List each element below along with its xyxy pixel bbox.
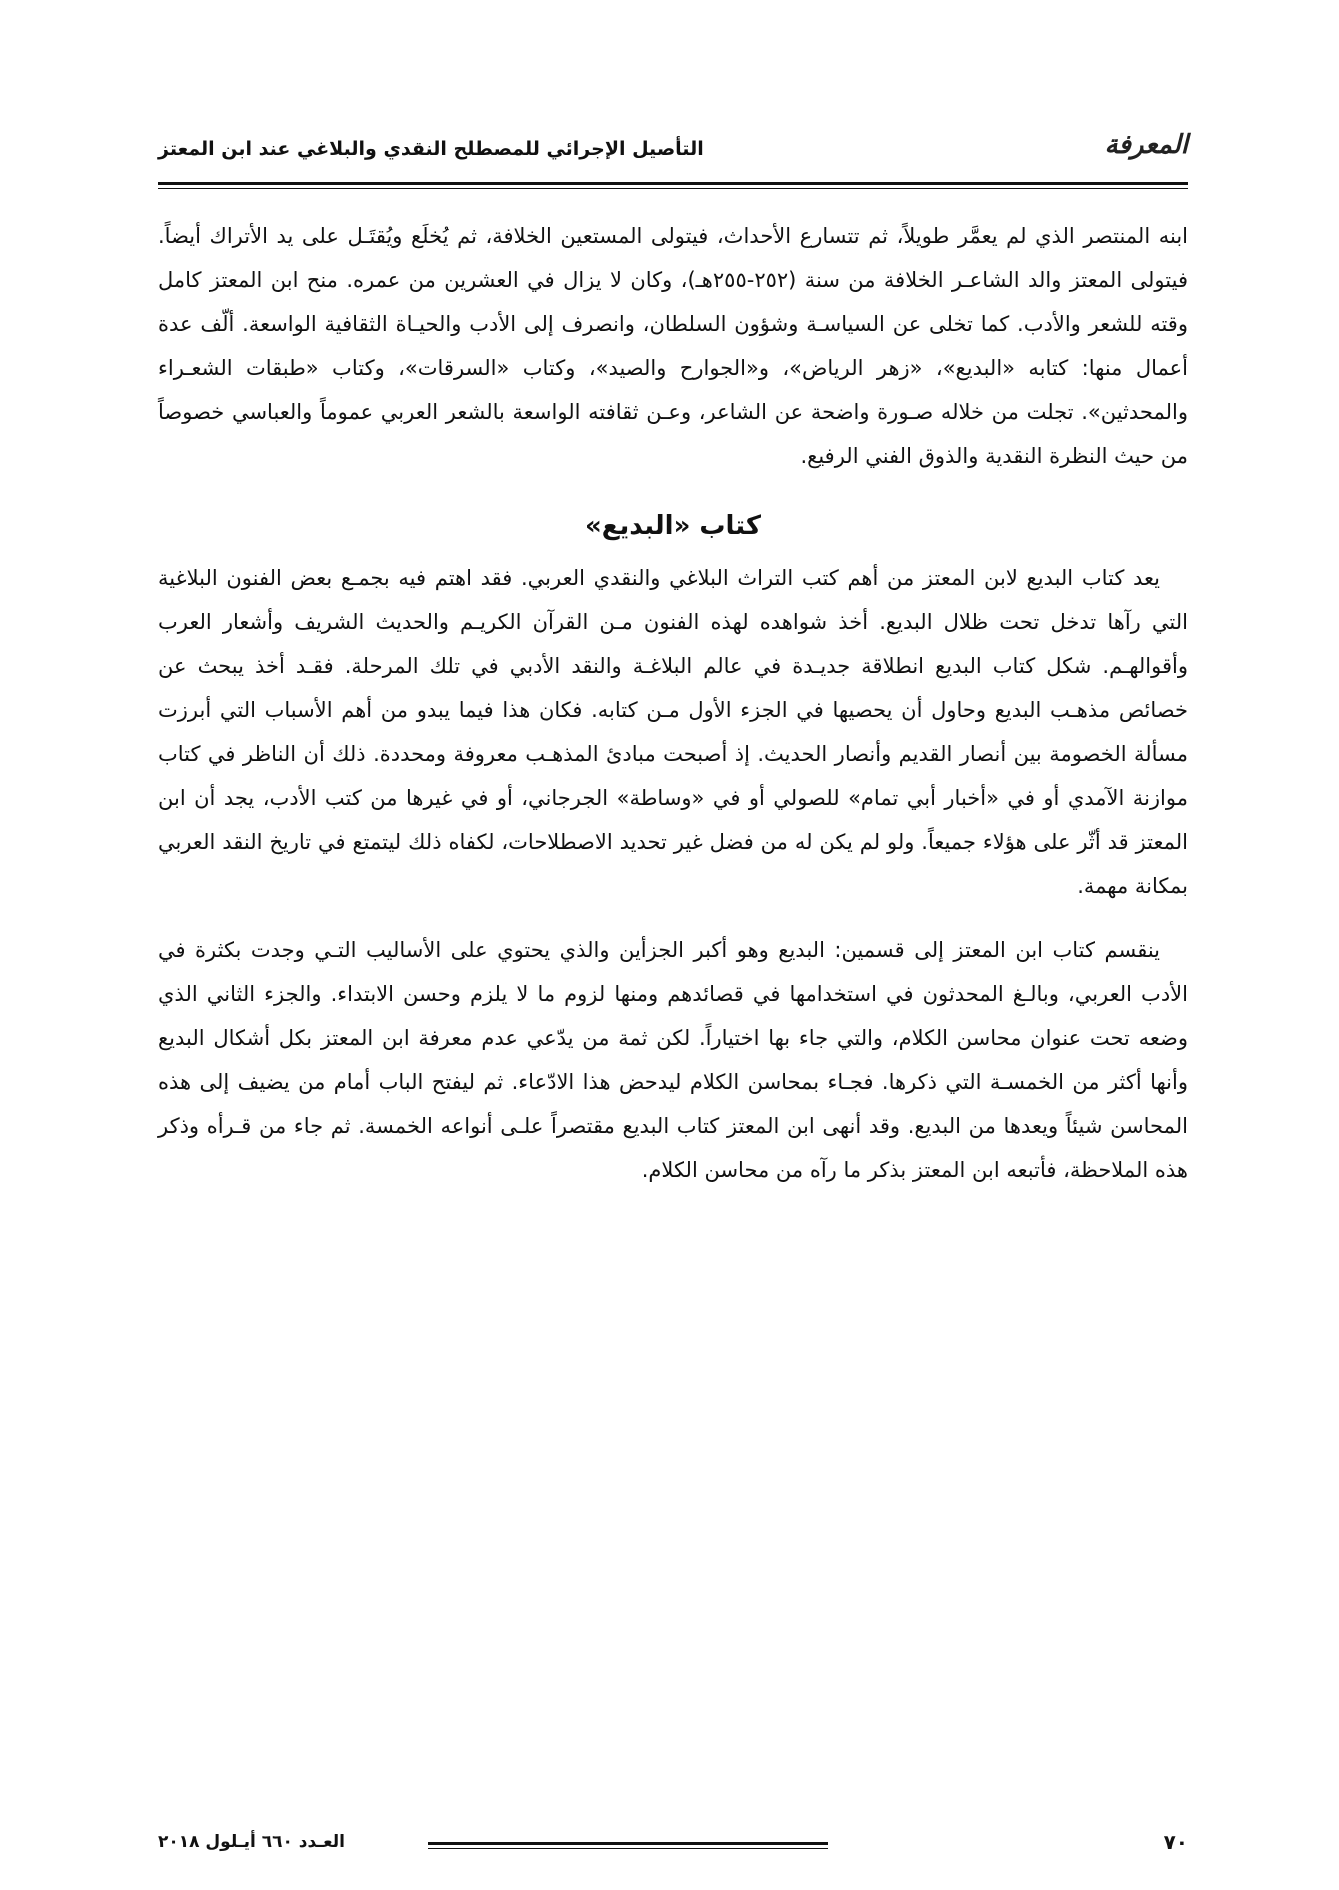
paragraph-intro: ابنه المنتصر الذي لم يعمَّر طويلاً، ثم تتسارع الأحداث، فيتولى المستعين الخلافة، ثم يُخلَع ويُقتَـل على يد الأتراك أيضاً. فيتولى المعتز والد الشاعـر الخلافة من سنة (٢٥٢-٢٥٥هـ)، وكان لا يزال في العشرين من عمره. منح ابن المعتز كامل وقته للشعر والأدب. كما تخلى عن السياسـة وشؤون السلطان، وانصرف إلى الأدب والحيـاة الثقافية الواسعة. ألّف عدة أعمال منها: كتابه «البديع»، «زهر الرياض»، و«الجوارح والصيد»، وكتاب «السرقات»، وكتاب «طبقات الشعـراء والمحدثين». تجلت من خلاله صـورة واضحة عن الشاعر، وعـن ثقافته الواسعة بالشعر العربي عموماً والعباسي خصوصاً من حيث النظرة النقدية والذوق الفني الرفيع. bbox=[158, 224, 1188, 468]
section-heading: كتاب «البديع» bbox=[584, 511, 762, 541]
issue-info: العـدد ٦٦٠ أيـلول ٢٠١٨ bbox=[158, 1832, 345, 1852]
page-number: ٧٠ bbox=[1163, 1830, 1188, 1854]
page-footer bbox=[158, 1830, 1188, 1860]
page-header bbox=[158, 128, 1188, 176]
footer-divider-thin bbox=[428, 1848, 828, 1849]
header-divider bbox=[158, 182, 1188, 185]
footer-divider bbox=[428, 1842, 828, 1845]
header-divider-thin bbox=[158, 188, 1188, 189]
paragraph-badi-division: ينقسم كتاب ابن المعتز إلى قسمين: البديع وهو أكبر الجزأين والذي يحتوي على الأساليب التـي وجدت بكثرة في الأدب العربي، وبالـغ المحدثون في استخدامها في قصائدهم ومنها لزوم ما لا يلزم وحسن الابتداء. والجزء الثاني الذي وضعه تحت عنوان محاسن الكلام، والتي جاء بها اختياراً. لكن ثمة من يدّعي عدم معرفة ابن المعتز بكل أشكال البديع وأنها أكثر من الخمسـة التي ذكرها. فجـاء بمحاسن الكلام ليدحض هذا الادّعاء. ثم ليفتح الباب أمام من يضيف إلى هذه المحاسن شيئاً ويعدها من البديع. وقد أنهى ابن المعتز كتاب البديع مقتصراً علـى أنواعه الخمسة. ثم جاء من قـرأه وذكر هذه الملاحظة، فأتبعه ابن المعتز بذكر ما رآه من محاسن الكلام. bbox=[158, 938, 1188, 1182]
journal-logo: المعرفة bbox=[1104, 130, 1188, 160]
article-body bbox=[158, 214, 1188, 1192]
running-title: التأصيل الإجرائي للمصطلح النقدي والبلاغي عند ابن المعتز bbox=[158, 138, 704, 160]
paragraph-badi-overview: يعد كتاب البديع لابن المعتز من أهم كتب التراث البلاغي والنقدي العربي. فقد اهتم فيه بجمـع بعض الفنون البلاغية التي رآها تدخل تحت ظلال البديع. أخذ شواهده لهذه الفنون مـن القرآن الكريـم والحديث الشريف وأشعار العرب وأقوالهـم. شكل كتاب البديع انطلاقة جديـدة في عالم البلاغـة والنقد الأدبي في تلك المرحلة. فقـد أخذ يبحث عن خصائص مذهـب البديع وحاول أن يحصيها في الجزء الأول مـن كتابه. فكان هذا فيما يبدو من أهم الأسباب التي أبرزت مسألة الخصومة بين أنصار القديم وأنصار الحديث. إذ أصبحت مبادئ المذهـب معروفة ومحددة. ذلك أن الناظر في كتاب موازنة الآمدي أو في «أخبار أبي تمام» للصولي أو في «وساطة» الجرجاني، أو في غيرها من كتب الأدب، يجد أن ابن المعتز قد أثّر على هؤلاء جميعاً. ولو لم يكن له من فضل غير تحديد الاصطلاحات، لكفاه ذلك ليتمتع في تاريخ النقد العربي بمكانة مهمة. bbox=[158, 566, 1188, 898]
